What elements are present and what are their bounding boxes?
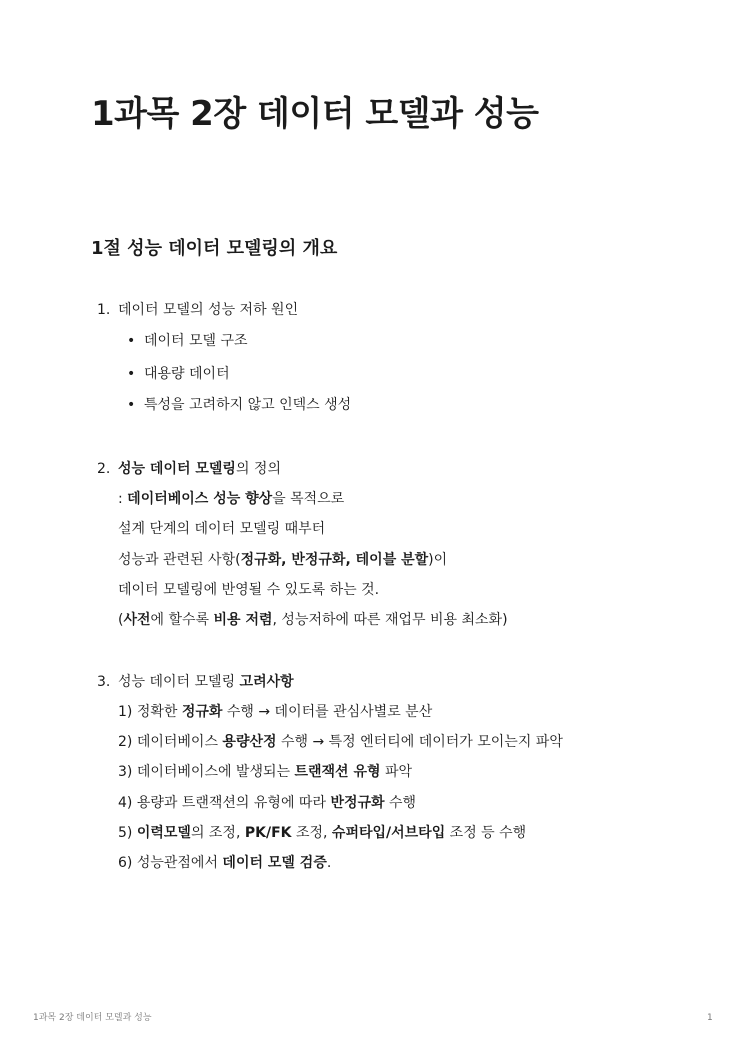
item3-heading: [118, 672, 294, 692]
text: 2) 데이터베이스: [118, 734, 223, 750]
bold-text: 비용 저렴: [213, 612, 273, 628]
item3-sub-3: [118, 762, 412, 782]
item1-bullet-1: 데이터 모델 구조: [144, 333, 248, 349]
bold-text: ,: [345, 552, 356, 568]
bold-text: ,: [281, 552, 292, 568]
item3-sub-4: [118, 793, 416, 813]
bold-text: 데이터베이스 성능 향상: [127, 491, 273, 507]
text: 을 목적으로: [272, 491, 345, 507]
item2-heading-rest: 의 정의: [235, 461, 281, 477]
text: 파악: [380, 764, 413, 780]
text: , 성능저하에 따른 재업무 비용 최소화): [272, 612, 508, 628]
bullet-dot: •: [127, 366, 136, 382]
text: 수행: [384, 795, 417, 811]
text: 성능 데이터 모델링: [118, 674, 240, 690]
item3-sub-5: [118, 823, 526, 843]
item1-heading: 데이터 모델의 성능 저하 원인: [118, 302, 299, 318]
item3-number: 3.: [97, 674, 111, 690]
bold-text: 이력모델: [136, 825, 191, 841]
bold-text: 반정규화: [291, 552, 346, 568]
text: 5): [118, 825, 137, 841]
bold-text: PK/FK: [244, 825, 292, 841]
text: 4) 용량과 트랜잭션의 유형에 따라: [118, 795, 331, 811]
item2-line-3: [118, 550, 447, 570]
bold-text: 테이블 분할: [355, 552, 429, 568]
item3-sub-1: [118, 702, 432, 722]
bold-text: 데이터 모델 검증: [222, 855, 327, 871]
text: 수행 → 특정 엔터티에 데이터가 모이는지 파악: [276, 734, 563, 750]
text: 3) 데이터베이스에 발생되는: [118, 764, 295, 780]
text: )이: [428, 552, 448, 568]
text: (: [118, 612, 124, 628]
item2-heading: [118, 459, 281, 479]
text: 수행 → 데이터를 관심사별로 분산: [222, 704, 433, 720]
item2-heading-bold: 성능 데이터 모델링: [118, 461, 236, 477]
text: 성능과 관련된 사항(: [118, 552, 241, 568]
bold-text: 용량산정: [222, 734, 277, 750]
item1-bullet-2: 대용량 데이터: [144, 366, 230, 382]
bold-text: 트랜잭션 유형: [294, 764, 381, 780]
bold-text: 사전: [123, 612, 151, 628]
bold-text: 슈퍼타입/서브타입: [331, 825, 446, 841]
item2-line-5: [118, 610, 508, 630]
page-number: 1: [707, 1013, 713, 1023]
text: 1) 정확한: [118, 704, 182, 720]
item3-sub-2: [118, 732, 563, 752]
item3-sub-6: [118, 853, 331, 873]
footer-title: 1과목 2장 데이터 모델과 성능: [33, 1013, 152, 1023]
bullet-dot: •: [127, 397, 136, 413]
text: 조정 등 수행: [445, 825, 527, 841]
text: 6) 성능관점에서: [118, 855, 223, 871]
bold-text: 고려사항: [239, 674, 294, 690]
section-title: 1절 성능 데이터 모델링의 개요: [91, 238, 338, 259]
text: 조정,: [291, 825, 332, 841]
text: .: [326, 855, 332, 871]
text: :: [118, 491, 128, 507]
item1-bullet-3: 특성을 고려하지 않고 인덱스 생성: [144, 397, 352, 413]
bullet-dot: •: [127, 333, 136, 349]
bold-text: 정규화: [240, 552, 282, 568]
item1-number: 1.: [97, 302, 111, 318]
item2-line-2: 설계 단계의 데이터 모델링 때부터: [118, 521, 326, 537]
item2-line-1: [118, 489, 344, 509]
page-title: 1과목 2장 데이터 모델과 성능: [91, 94, 539, 134]
text: 의 조정,: [190, 825, 245, 841]
item2-line-4: 데이터 모델링에 반영될 수 있도록 하는 것.: [118, 582, 380, 598]
bold-text: 정규화: [181, 704, 223, 720]
item2-number: 2.: [97, 461, 111, 477]
bold-text: 반정규화: [330, 795, 385, 811]
text: 에 할수록: [150, 612, 214, 628]
